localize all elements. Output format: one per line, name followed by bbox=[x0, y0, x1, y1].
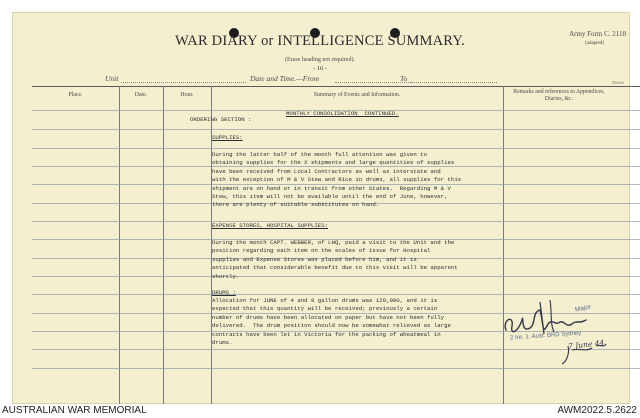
row-rule bbox=[32, 129, 640, 130]
form-note: (adapted) bbox=[585, 41, 604, 46]
unit-label: Unit bbox=[105, 74, 119, 83]
delete-note: Delete bbox=[612, 80, 624, 85]
signature-unit-stamp: 2 Ire. 1. Aust. BRD Sydney bbox=[509, 330, 582, 342]
form-subtitle: (Erase heading not required). bbox=[285, 57, 355, 63]
table-top-border bbox=[32, 86, 640, 87]
row-rule bbox=[32, 221, 640, 222]
expense-body: During the month CAPT. WEBBER, of LHQ, paid a visit to the Unit and the position regarding each item on the scales of issue for Hospital supplies and Expense Stores was placed before him, and it is anticipated that considerable benefit due to this visit will be apparent shortly. bbox=[212, 239, 458, 280]
handwritten-signature bbox=[500, 290, 610, 370]
column-header-summary: Summary of Events and Information. bbox=[313, 92, 401, 98]
supplies-heading: SUPPLIES: bbox=[212, 134, 243, 141]
signature-rank: Major bbox=[574, 303, 592, 314]
form-title: WAR DIARY or INTELLIGENCE SUMMARY. bbox=[175, 33, 465, 49]
section-label: ORDERING SECTION : bbox=[190, 116, 252, 123]
row-rule bbox=[32, 148, 640, 149]
page-number: - 16 - bbox=[312, 65, 328, 72]
expense-heading: EXPENSE STORES, HOSPITAL SUPPLIES: bbox=[212, 222, 329, 229]
unit-underline bbox=[121, 82, 246, 83]
form-number-block bbox=[569, 30, 626, 48]
column-header-place: Place. bbox=[68, 92, 83, 98]
drums-body: Allocation for JUNE of 4 and 8 gallon drums was 120,000, and it is expected that this quantity will be received; previously a certain number of drums have been allocated on paper but have not been fully delivered. The drum position should now be somewhat relieved as large contracts have been let in Victoria for the packing of wheatmeal in drums. bbox=[212, 297, 451, 347]
footer-bar bbox=[0, 404, 640, 418]
signature-date: 7 June 44 bbox=[567, 338, 605, 351]
footer-reference: AWM2022.5.2622 bbox=[557, 405, 637, 416]
to-underline bbox=[411, 82, 497, 83]
drums-heading: DRUMS : bbox=[212, 289, 236, 296]
supplies-body: During the latter half of the month full attention was given to obtaining supplies for the X shipments and large quantities of supplies have been received from Local Contractors as well as interstate and with the exception of M & V Stew and Rice in drums, all supplies for this shipment are on hand or in transit from other States. Regarding M & V Stew, this item will not be available until the end of June, however, there are plenty of suitable substitutes on hand. bbox=[212, 151, 462, 209]
section-title: MONTHLY CONSOLIDATION CONTINUED. bbox=[286, 110, 399, 117]
column-header-hour: Hour. bbox=[180, 92, 194, 98]
footer-institution: AUSTRALIAN WAR MEMORIAL bbox=[2, 405, 147, 416]
date-label: Date and Time.—From bbox=[250, 74, 320, 83]
column-header-date: Date. bbox=[134, 92, 148, 98]
unit-line bbox=[105, 74, 625, 84]
column-header-remarks: Remarks and references to Appendices, Diaries, &c. bbox=[513, 89, 605, 102]
to-label: To bbox=[400, 74, 408, 83]
form-number: Army Form C. 2118 bbox=[569, 30, 626, 38]
